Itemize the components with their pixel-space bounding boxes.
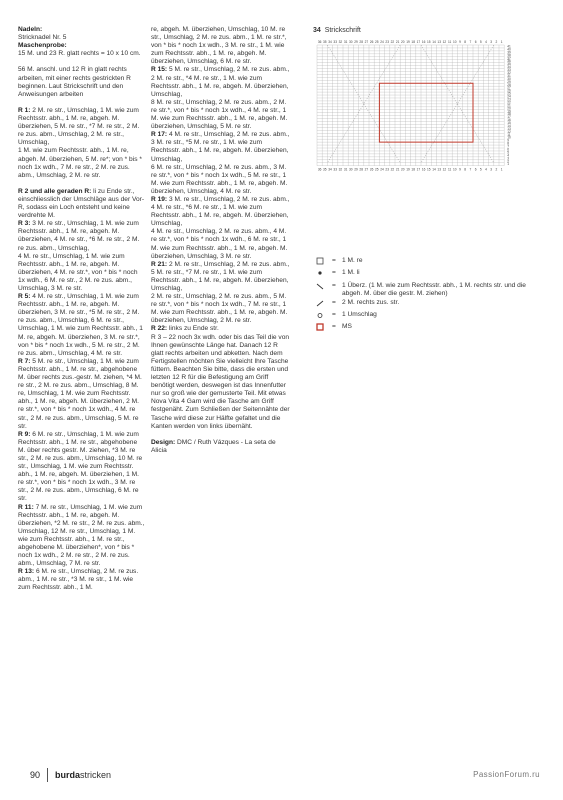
col-number-top: 13 bbox=[437, 40, 441, 44]
row-label: R 17: bbox=[151, 131, 168, 139]
legend-item bbox=[316, 311, 546, 323]
chart-number: 34 bbox=[313, 27, 321, 34]
row-number: 2 bbox=[507, 159, 509, 164]
row-5 bbox=[18, 293, 146, 358]
col-number-bottom: 13 bbox=[437, 167, 441, 172]
col-number-bottom: 17 bbox=[416, 167, 421, 172]
col-number-bottom: 5 bbox=[479, 167, 482, 172]
row-number: 14 bbox=[507, 123, 511, 128]
intro-text: 56 M. anschl. und 12 R in glatt rechts arbeiten, mit einer rechts gestrickten R beginnen. Laut Strickschrift und den Anweisungen arbeiten bbox=[18, 66, 131, 98]
row-number: 24 bbox=[507, 94, 511, 99]
instructions-column-2 bbox=[151, 26, 291, 463]
row-label: R 13: bbox=[18, 568, 35, 576]
row-2 bbox=[18, 188, 146, 220]
col-number-top: 24 bbox=[380, 40, 384, 44]
col-number-bottom: 33 bbox=[333, 167, 337, 172]
row-number: 34 bbox=[507, 65, 511, 70]
circle-icon bbox=[316, 311, 332, 323]
legend-item bbox=[316, 257, 546, 269]
row-label: R 7: bbox=[18, 357, 31, 365]
brand-rest: stricken bbox=[80, 770, 112, 780]
col-number-bottom: 16 bbox=[421, 167, 426, 172]
row-text: 6 M. re str., Umschlag, 1 M. wie zum Rechtsstr. abh., 1 M. re str., abgehobene M. über rechts gestr. M. ziehen, *3 M. re str., 2 M. re zus. abm., Umschlag, 10 M. re str., Umschlag, 1 M. wie zum Rechtsstr. abh., 1 M. re, abgeh. M. überziehen, 1 M. re str.*, von * bis * noch 1x wdh., 3 M. re str., 2 M. re zus. abm., Umschlag, 6 M. re str. bbox=[18, 430, 143, 503]
col-number-bottom: 8 bbox=[464, 167, 467, 172]
row-label: R 22: bbox=[151, 325, 168, 333]
design-text: DMC / Ruth Vázques - La seta de Alicia bbox=[151, 438, 276, 454]
col-number-top: 16 bbox=[421, 40, 426, 44]
col-number-top: 17 bbox=[416, 40, 421, 44]
col-number-bottom: 36 bbox=[317, 167, 322, 172]
row-11 bbox=[18, 504, 146, 569]
row-number: 33 bbox=[507, 68, 511, 73]
row-number: 1 bbox=[507, 162, 509, 167]
page-number: 90 bbox=[30, 770, 41, 780]
row-number: 29 bbox=[507, 79, 511, 84]
col-number-top: 32 bbox=[338, 40, 343, 44]
row-text-cont: 2 M. re str., Umschlag, 2 M. re zus. abm., 5 M. re str.*, von * bis * noch 1x wdh., 7 M. re str., 1 M. wie zum Rechtsstr. abh., 1 M. re, abgeh. M. überziehen, Umschlag, 2 M. re str. bbox=[151, 293, 288, 325]
col-number-top: 4 bbox=[485, 40, 487, 44]
legend-eq: = bbox=[332, 281, 336, 289]
col-number-bottom: 24 bbox=[380, 167, 384, 172]
legend-item bbox=[316, 323, 546, 335]
col-number-top: 2 bbox=[495, 40, 498, 44]
col-number-top: 22 bbox=[390, 40, 395, 44]
brand-bold: burda bbox=[55, 770, 81, 780]
legend-eq: = bbox=[332, 269, 336, 277]
col-number-bottom: 22 bbox=[390, 167, 395, 172]
row-number: 3 bbox=[507, 156, 509, 161]
row-number: 30 bbox=[507, 76, 511, 81]
row-text: 4 M. re str., Umschlag, 1 M. wie zum Rechtsstr. abh., 1 M. re, abgeh. M. überziehen, 3 M. re str., *5 M. re str., 2 M. re zus. abm., Umschlag, 6 M. re str., Umschlag, 1 M. wie zum Rechtsstr. abh., 1 M. re, abgeh. M. überziehen, 3 M. re str.*, von * bis * noch 1x wdh., 5 M. re str., 2 M. re zus. abm., Umschlag, 4 M. re str. bbox=[18, 293, 143, 357]
legend-eq: = bbox=[332, 323, 336, 331]
row-number: 9 bbox=[507, 138, 509, 143]
row-label: R 19: bbox=[151, 195, 168, 203]
row-number: 15 bbox=[507, 121, 511, 126]
nadeln-block bbox=[18, 26, 146, 58]
watermark-text: PassionForum.ru bbox=[473, 770, 540, 779]
legend-text: 1 M. li bbox=[342, 269, 360, 277]
col-number-bottom: 10 bbox=[453, 167, 457, 172]
col-number-top: 23 bbox=[385, 40, 389, 44]
row-text-cont: 4 M. re str., Umschlag, 2 M. re zus. abm., 4 M. re str.*, von * bis * noch 1x wdh., 6 M. re str., 1 M. wie zum Rechtsstr. abh., 1 M. re, abgeh. M. überziehen, Umschlag, 3 M. re str. bbox=[151, 228, 288, 260]
col-number-top: 11 bbox=[447, 40, 452, 44]
chart-title bbox=[313, 26, 525, 35]
row-number: 31 bbox=[507, 73, 511, 78]
col-number-top: 29 bbox=[354, 40, 358, 44]
row-21 bbox=[151, 261, 291, 326]
row-number: 11 bbox=[507, 132, 511, 137]
legend-eq: = bbox=[332, 298, 336, 306]
row-text: 5 M. re str., Umschlag, 2 M. re zus. abm., 2 M. re str., *4 M. re str., 1 M. wie zum Rechtsstr. abh., 1 M. re, abgeh. M. überziehen, Umschlag, bbox=[151, 66, 290, 98]
col-number-top: 5 bbox=[479, 40, 482, 44]
col-number-top: 36 bbox=[317, 40, 322, 44]
col-number-bottom: 15 bbox=[427, 167, 431, 172]
col-number-top: 31 bbox=[343, 40, 348, 44]
row-number: 23 bbox=[507, 97, 511, 102]
instructions-column-1 bbox=[18, 26, 146, 593]
chart-grid bbox=[313, 35, 533, 172]
col-number-top: 15 bbox=[427, 40, 431, 44]
row-number: 35 bbox=[507, 62, 511, 67]
col-number-bottom: 3 bbox=[490, 167, 493, 172]
col-number-top: 28 bbox=[359, 40, 363, 44]
col-number-top: 12 bbox=[442, 40, 447, 44]
col-number-top: 35 bbox=[323, 40, 327, 44]
footer-divider bbox=[47, 768, 48, 782]
col-number-bottom: 19 bbox=[406, 167, 410, 172]
backslash-icon bbox=[316, 282, 332, 294]
col-number-bottom: 28 bbox=[359, 167, 363, 172]
col-number-top: 21 bbox=[395, 40, 400, 44]
col-number-bottom: 29 bbox=[354, 167, 358, 172]
row-text-cont: 1 M. wie zum Rechtsstr. abh., 1 M. re, abgeh. M. überziehen, 5 M. re*; von * bis * noch 1x wdh., 7 M. re str., 2 M. re zus. abm., Umschlag, 2 M. re str. bbox=[18, 147, 142, 179]
col-number-bottom: 9 bbox=[459, 167, 461, 172]
col-number-top: 19 bbox=[406, 40, 410, 44]
col-number-bottom: 12 bbox=[442, 167, 447, 172]
maschenprobe-text: 15 M. und 23 R. glatt rechts = 10 x 10 cm. bbox=[18, 50, 141, 58]
col-number-top: 33 bbox=[333, 40, 337, 44]
row-number: 36 bbox=[507, 59, 511, 64]
row-label: R 3: bbox=[18, 220, 31, 228]
row-3 bbox=[18, 220, 146, 293]
row-text: li zu Ende str., einschliesslich der Umschläge aus der Vor-R, sodass ein Loch entsteht und keine verdrehte M. bbox=[18, 187, 145, 220]
row-text: 6 M. re str., Umschlag, 2 M. re zus. abm., 1 M. re str., *3 M. re str., 1 M. wie zum Rechtsstr. abh., 1 M. bbox=[18, 568, 139, 592]
row-number: 32 bbox=[507, 70, 511, 75]
col-number-bottom: 11 bbox=[447, 167, 452, 172]
legend-text: 2 M. rechts zus. str. bbox=[342, 298, 400, 306]
col-number-top: 26 bbox=[369, 40, 374, 44]
row-label: R 5: bbox=[18, 293, 31, 301]
col-number-bottom: 23 bbox=[385, 167, 389, 172]
row-22 bbox=[151, 325, 291, 333]
row-number: 19 bbox=[507, 109, 511, 114]
row-number: 5 bbox=[507, 150, 509, 155]
row-number: 38 bbox=[507, 53, 511, 58]
col-number-top: 14 bbox=[432, 40, 436, 44]
row-number: 37 bbox=[507, 56, 511, 61]
row-13 bbox=[18, 568, 146, 592]
row-17 bbox=[151, 131, 291, 196]
col-number-bottom: 31 bbox=[343, 167, 348, 172]
col-number-bottom: 30 bbox=[349, 167, 353, 172]
col-number-bottom: 21 bbox=[395, 167, 400, 172]
col-number-bottom: 14 bbox=[432, 167, 436, 172]
row-number: 17 bbox=[507, 115, 511, 120]
col-number-bottom: 26 bbox=[369, 167, 374, 172]
row-number: 13 bbox=[507, 126, 511, 131]
legend-item bbox=[316, 299, 546, 311]
legend-text: MS bbox=[342, 323, 352, 331]
row-text: 7 M. re str., Umschlag, 1 M. wie zum Rechtsstr. abh., 1 M. re, abgeh. M. überziehen, *2 M. re str., 2 M. re zus. abm., Umschlag, 12 M. re str., Umschlag, 1 M. wie zum Rechtsstr. abh., 1 M. re str., abgehobene M. überziehen*, von * bis * noch 1x wdh., 2 M. re str., 2 M. re zus. abm., Umschlag, 7 M. re str. bbox=[18, 503, 145, 568]
col-number-top: 1 bbox=[500, 40, 503, 44]
row-15 bbox=[151, 66, 291, 131]
col-number-bottom: 25 bbox=[375, 167, 379, 172]
row-number: 25 bbox=[507, 91, 511, 96]
row-number: 16 bbox=[507, 118, 511, 123]
col-number-bottom: 1 bbox=[500, 167, 503, 172]
empty-square-icon bbox=[316, 257, 332, 269]
legend-text: 1 M. re bbox=[342, 257, 363, 264]
row-13-cont: re, abgeh. M. überziehen, Umschlag, 10 M. re str., Umschlag, 2 M. re zus. abm., 1 M. re str.*, von * bis * noch 1x wdh., 3 M. re str., 1 M. wie zum Rechtsstr. abh., 1 M. re, abgeh. M. überziehen, Umschlag, 6 M. re str. bbox=[151, 26, 287, 66]
row-number: 28 bbox=[507, 82, 511, 87]
row-text: 3 M. re str., Umschlag, 2 M. re zus. abm., 4 M. re str., *6 M. re str., 1 M. wie zum Rechtsstr. abh., 1 M. re, abgeh. M. überziehen, Umschlag, bbox=[151, 195, 290, 228]
col-number-bottom: 20 bbox=[401, 167, 405, 172]
col-number-bottom: 27 bbox=[364, 167, 369, 172]
row-number: 41 bbox=[507, 44, 511, 49]
col-number-top: 20 bbox=[401, 40, 405, 44]
col-number-top: 7 bbox=[469, 40, 472, 44]
row-number: 20 bbox=[507, 106, 511, 111]
col-number-top: 10 bbox=[453, 40, 457, 44]
red-box-icon bbox=[316, 323, 332, 335]
magazine-brand bbox=[55, 770, 111, 780]
chart-title-text: Strickschrift bbox=[324, 27, 361, 34]
nadeln-text: Stricknadel Nr. 5 bbox=[18, 34, 67, 42]
col-number-top: 9 bbox=[459, 40, 461, 44]
col-number-bottom: 4 bbox=[485, 167, 487, 172]
row-number: 8 bbox=[507, 141, 509, 146]
col-number-bottom: 32 bbox=[338, 167, 343, 172]
row-number: 22 bbox=[507, 100, 511, 105]
col-number-bottom: 35 bbox=[323, 167, 327, 172]
col-number-top: 8 bbox=[464, 40, 467, 44]
row-1 bbox=[18, 107, 146, 180]
maschenprobe-label: Maschenprobe: bbox=[18, 42, 67, 50]
nadeln-label: Nadeln: bbox=[18, 26, 43, 33]
chart-legend bbox=[316, 257, 546, 336]
col-number-top: 25 bbox=[375, 40, 379, 44]
legend-eq: = bbox=[332, 257, 336, 264]
col-number-bottom: 2 bbox=[495, 167, 498, 172]
row-label: R 21: bbox=[151, 260, 168, 268]
finishing-text: R 3 – 22 noch 3x wdh. oder bis das Teil die von Ihnen gewünschte Länge hat. Danach 12 R glatt rechts arbeiten und abketten. Nach dem Fertigstellen möchten Sie vielleicht Ihre Tasche füttern. Beachten Sie bitte, dass die ersten und letzten 12 R für die Befestigung am Griff benötigt werden, deswegen ist das Innenfutter nur so groß wie der gemusterte Teil. Mit etwas Nova Vita 4 Garn wird die Tasche am Griff festgenäht. Zum Schließen der Seitennähte der Tasche wird diese zur Hälfte gefaltet und die Kanten werden von links übernäht. bbox=[151, 333, 290, 430]
row-number: 10 bbox=[507, 135, 511, 140]
row-text: 2 M. re str., Umschlag, 2 M. re zus. abm., 5 M. re str., *7 M. re str., 1 M. wie zum Rechtsstr. abh., 1 M. re, abgeh. M. überziehen, Umschlag, bbox=[151, 260, 290, 292]
row-number: 40 bbox=[507, 47, 511, 52]
row-text: 3 M. re str., Umschlag, 1 M. wie zum Rechtsstr. abh., 1 M. re, abgeh. M. überziehen, 4 M. re str., *6 M. re str., 2 M. re zus. abm., Umschlag, bbox=[18, 220, 140, 252]
col-number-top: 30 bbox=[349, 40, 353, 44]
col-number-bottom: 34 bbox=[328, 167, 332, 172]
design-label: Design: bbox=[151, 438, 176, 446]
row-text-cont: 6 M. re str., Umschlag, 2 M. re zus. abm., 3 M. re str.*, von * bis * noch 1x wdh., 5 M. re str., 1 M. wie zum Rechtsstr. abh., 1 M. re, abgeh. M. überziehen, Umschlag, 4 M. re str. bbox=[151, 163, 288, 195]
col-number-top: 27 bbox=[364, 40, 369, 44]
row-number: 18 bbox=[507, 112, 511, 117]
row-number: 12 bbox=[507, 129, 511, 134]
row-label: R 2 und alle geraden R: bbox=[18, 187, 92, 195]
row-text: 5 M. re str., Umschlag, 1 M. wie zum Rechtsstr. abh., 1 M. re str., abgehobene M. über rechts zus.-gestr. M. ziehen, *4 M. re str., 2 M. re zus. abm., Umschlag, 8 M. re, Umschlag, 1 M. wie zum Rechtsstr. abh., 1 M. re, abgeh. M. überziehen, 2 M. re str.*, von * bis * noch 1x wdh., 4 M. re str., 2 M. re zus. abm., Umschlag, 5 M. re str. bbox=[18, 357, 142, 430]
row-9 bbox=[18, 431, 146, 504]
row-number: 4 bbox=[507, 153, 509, 158]
legend-text: 1 Umschlag bbox=[342, 311, 377, 319]
row-label: R 11: bbox=[18, 503, 34, 511]
col-number-bottom: 7 bbox=[469, 167, 472, 172]
row-number: 6 bbox=[507, 147, 509, 152]
legend-item bbox=[316, 282, 546, 299]
row-text-cont: 4 M. re str., Umschlag, 1 M. wie zum Rechtsstr. abh., 1 M. re, abgeh. M. überziehen, 4 M. re str.*, von * bis * noch 1x wdh., 6 M. re str., 2 M. re zus. abm., Umschlag, 3 M. re str. bbox=[18, 252, 138, 292]
row-number: 27 bbox=[507, 85, 511, 90]
col-number-top: 6 bbox=[474, 40, 477, 44]
col-number-top: 18 bbox=[411, 40, 415, 44]
page-footer bbox=[30, 770, 540, 784]
legend-text: 1 Überz. (1 M. wie zum Rechtsstr. abh., 1 M. rechts str. und die abgeh. M. über die gestr. M. ziehen) bbox=[342, 281, 526, 298]
col-number-bottom: 6 bbox=[474, 167, 477, 172]
row-number: 21 bbox=[507, 103, 511, 108]
legend-item bbox=[316, 269, 546, 281]
col-number-top: 34 bbox=[328, 40, 332, 44]
row-text-cont: 8 M. re str., Umschlag, 2 M. re zus. abm., 2 M. re str.*, von * bis * noch 1x wdh., 4 M. re str., 1 M. wie zum Rechtsstr. abh., 1 M. re, abgeh. M. überziehen, Umschlag, 5 M. re str. bbox=[151, 98, 288, 131]
row-label: R 1: bbox=[18, 106, 31, 114]
row-text: 4 M. re str., Umschlag, 2 M. re zus. abm., 3 M. re str., *5 M. re str., 1 M. wie zum Rechtsstr. abh., 1 M. re, abgeh. M. überziehen, Umschlag, bbox=[151, 131, 290, 163]
row-number: 39 bbox=[507, 50, 511, 55]
slash-icon bbox=[316, 299, 332, 311]
col-number-bottom: 18 bbox=[411, 167, 415, 172]
knitting-chart bbox=[313, 26, 525, 170]
legend-eq: = bbox=[332, 311, 336, 319]
row-label: R 9: bbox=[18, 430, 31, 438]
row-7 bbox=[18, 358, 146, 431]
col-number-top: 3 bbox=[490, 40, 493, 44]
dot-icon bbox=[316, 269, 332, 281]
row-text: links zu Ende str. bbox=[167, 325, 219, 333]
design-credit bbox=[151, 439, 291, 455]
row-19 bbox=[151, 196, 291, 261]
row-number: 26 bbox=[507, 88, 511, 93]
row-label: R 15: bbox=[151, 66, 168, 74]
row-text: 2 M. re str., Umschlag, 1 M. wie zum Rechtsstr. abh., 1 M. re, abgeh. M. überziehen, 5 M. re str., *7 M. re str., 2 M. re zus. abm., Umschlag, 2 M. re str., Umschlag, bbox=[18, 106, 140, 147]
row-number: 7 bbox=[507, 144, 509, 149]
